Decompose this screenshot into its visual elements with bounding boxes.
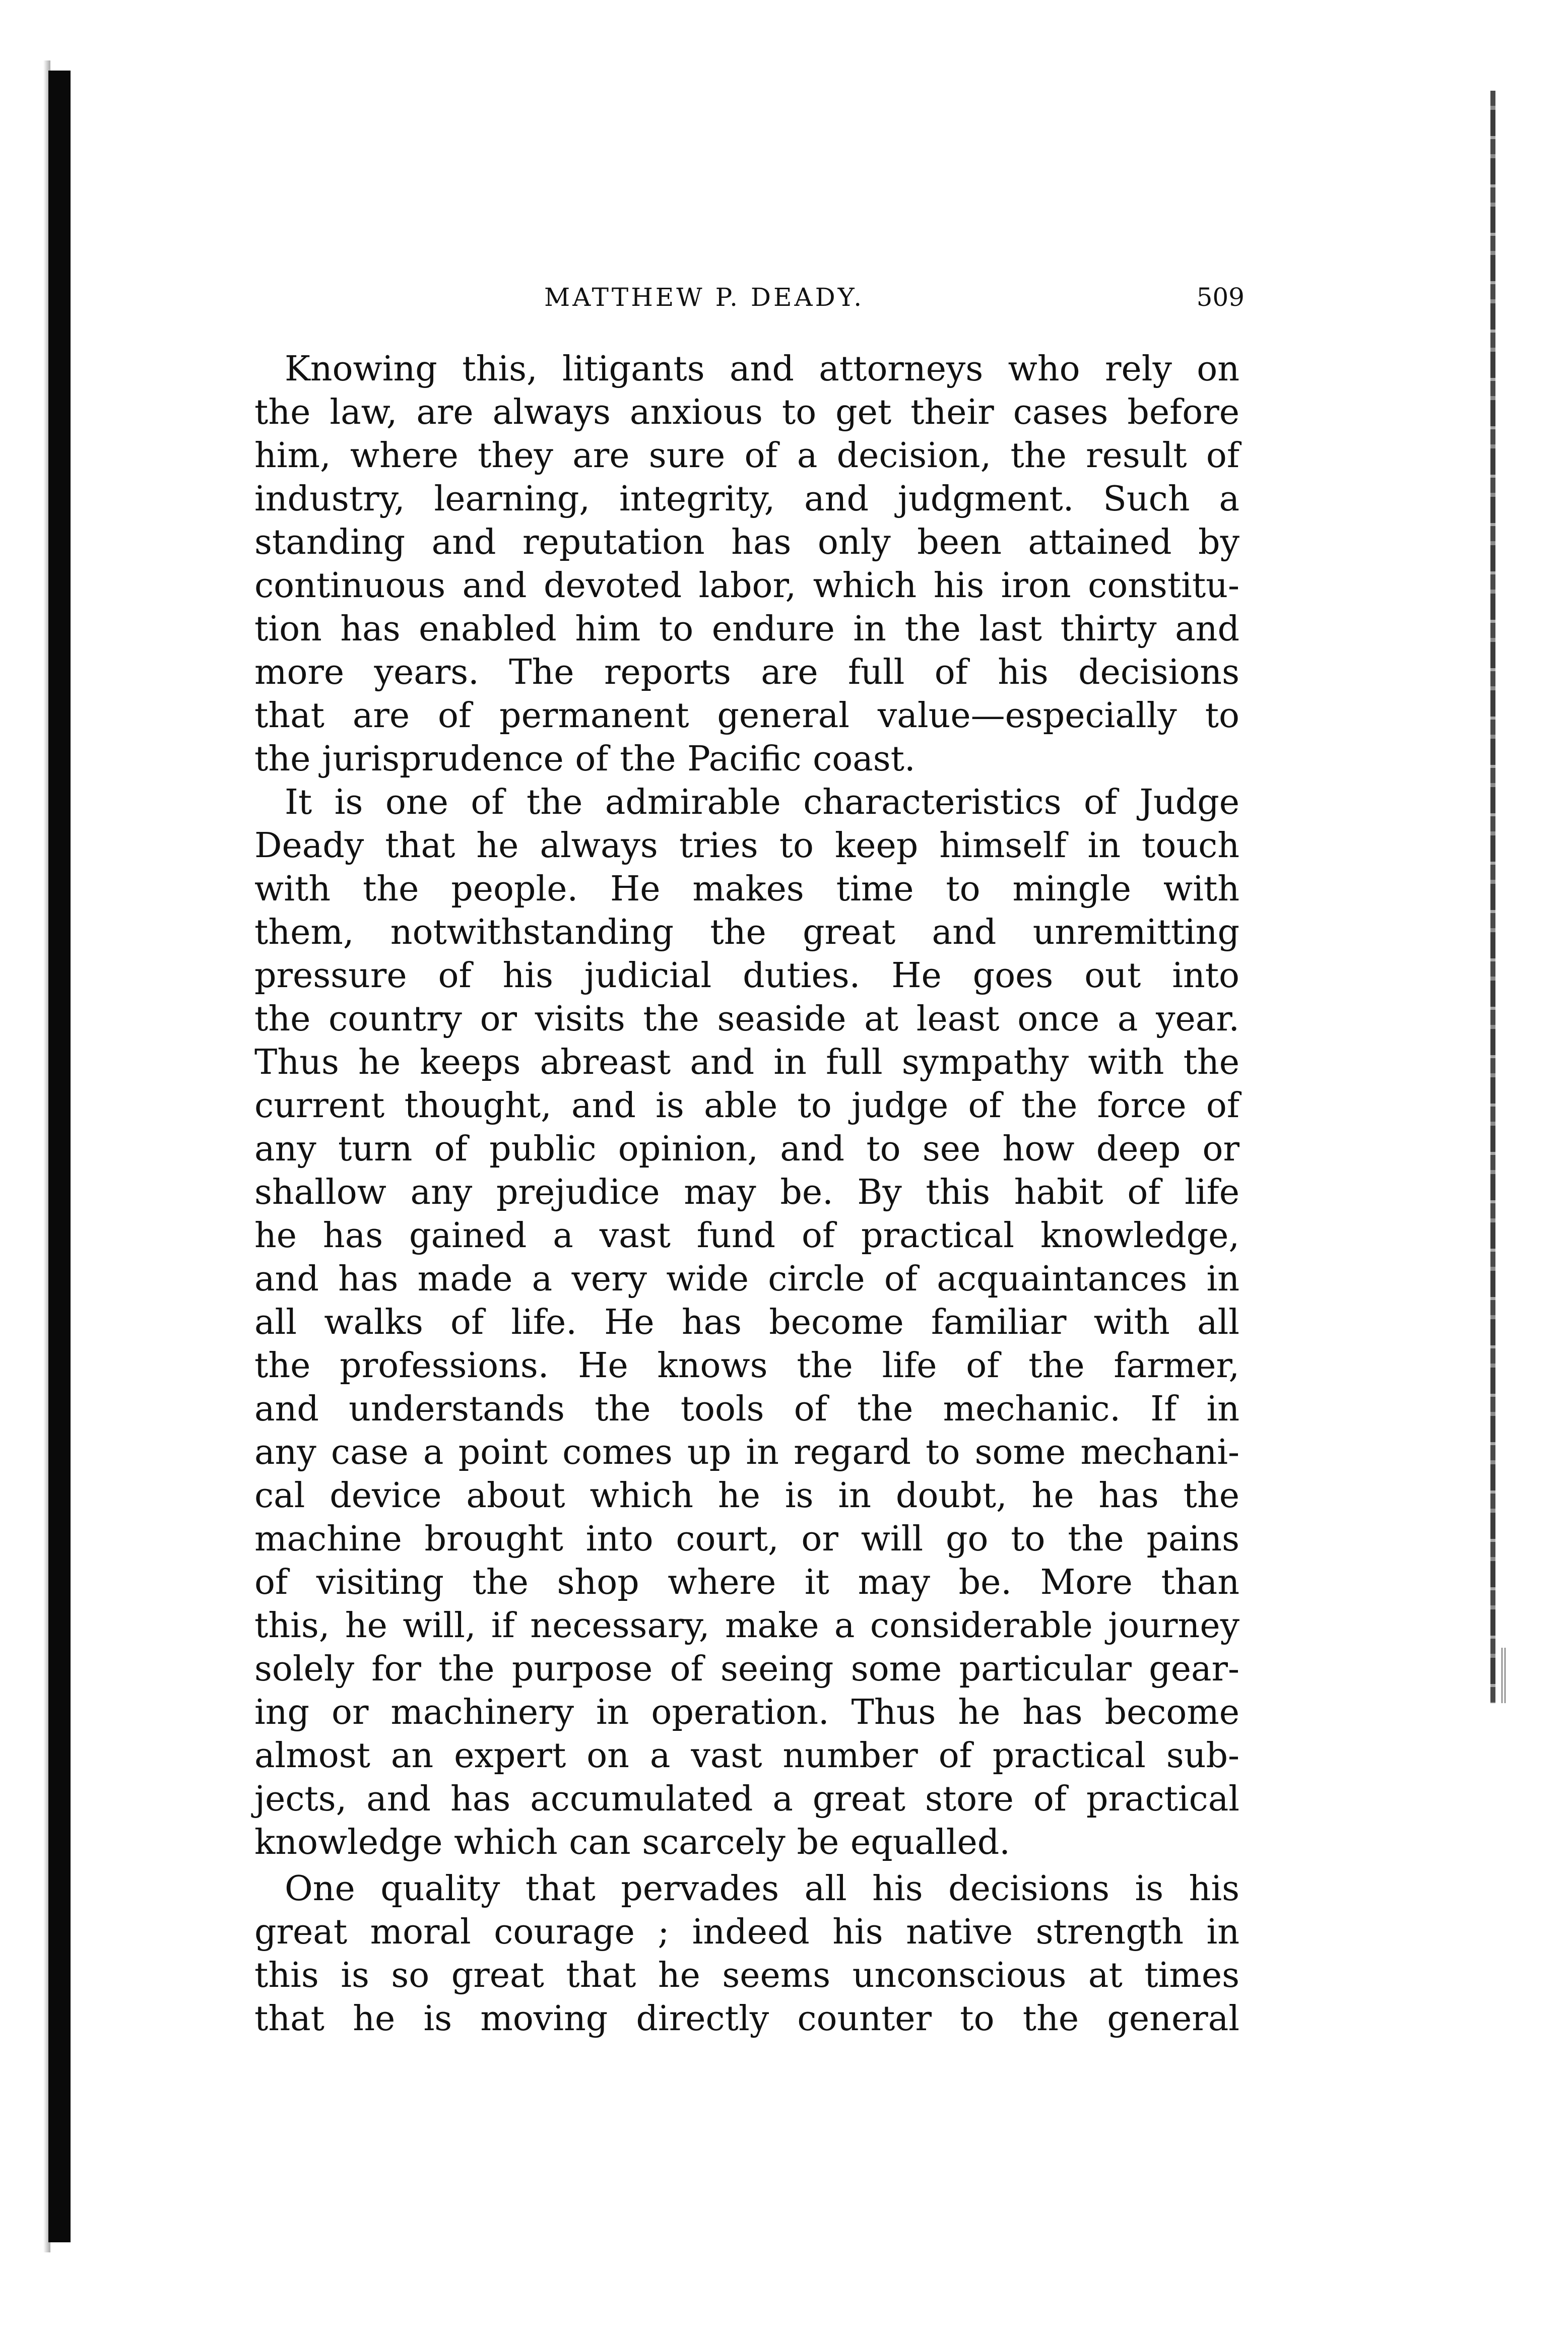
text-line: the country or visits the seaside at least once a year. xyxy=(254,999,1239,1039)
text-line: continuous and devoted labor, which his iron constitu- xyxy=(254,566,1239,606)
binding-edge xyxy=(48,71,71,2242)
paragraph-3 xyxy=(254,1867,1239,2041)
page-edge-ticks xyxy=(1501,1648,1508,1703)
text-line: of visiting the shop where it may be. More than xyxy=(254,1563,1239,1602)
text-line: he has gained a vast fund of practical knowledge, xyxy=(254,1216,1239,1256)
text-line: the law, are always anxious to get their cases before xyxy=(254,393,1239,432)
text-line: this, he will, if necessary, make a considerable journey xyxy=(254,1606,1239,1646)
text-line: and has made a very wide circle of acquaintances in xyxy=(254,1259,1239,1299)
text-line: all walks of life. He has become familiar with all xyxy=(254,1303,1239,1342)
text-line: cal device about which he is in doubt, he has the xyxy=(254,1476,1239,1516)
text-line: more years. The reports are full of his decisions xyxy=(254,653,1239,692)
text-line: them, notwithstanding the great and unremitting xyxy=(254,913,1239,952)
text-line: machine brought into court, or will go to the pains xyxy=(254,1519,1239,1559)
text-line: any turn of public opinion, and to see how deep or xyxy=(254,1129,1239,1169)
text-line: industry, learning, integrity, and judgment. Such a xyxy=(254,479,1239,519)
page-edge-marks xyxy=(1490,91,1495,1703)
paragraph-1 xyxy=(254,348,1239,781)
text-line: standing and reputation has only been attained by xyxy=(254,523,1239,562)
text-line: Deady that he always tries to keep himself in touch xyxy=(254,826,1239,866)
text-line: tion has enabled him to endure in the last thirty and xyxy=(254,609,1239,649)
page-header xyxy=(262,275,1245,320)
text-line: Knowing this, litigants and attorneys who rely on xyxy=(285,349,1239,389)
text-line: that he is moving directly counter to the general xyxy=(254,1999,1239,2039)
text-line: him, where they are sure of a decision, the result of xyxy=(254,436,1239,476)
text-line: and understands the tools of the mechanic. If in xyxy=(254,1389,1239,1429)
text-line: any case a point comes up in regard to some mechani- xyxy=(254,1433,1239,1472)
paragraph-2 xyxy=(254,781,1239,1864)
text-line: jects, and has accumulated a great store of practical xyxy=(254,1779,1239,1819)
text-line: this is so great that he seems unconscious at times xyxy=(254,1956,1239,1995)
text-line: Thus he keeps abreast and in full sympathy with the xyxy=(254,1043,1239,1082)
text-line: pressure of his judicial duties. He goes out into xyxy=(254,956,1239,996)
text-line: the professions. He knows the life of the farmer, xyxy=(254,1346,1239,1386)
text-line: that are of permanent general value—especially to xyxy=(254,696,1239,736)
body-text xyxy=(254,348,1239,2041)
text-line: almost an expert on a vast number of practical sub- xyxy=(254,1736,1239,1776)
text-line: solely for the purpose of seeing some particular gear- xyxy=(254,1649,1239,1689)
text-line: knowledge which can scarcely be equalled. xyxy=(254,1823,1010,1862)
text-line: with the people. He makes time to mingle with xyxy=(254,869,1239,909)
text-line: shallow any prejudice may be. By this habit of life xyxy=(254,1173,1239,1212)
running-head: MATTHEW P. DEADY. xyxy=(544,283,865,312)
text-line: current thought, and is able to judge of the force of xyxy=(254,1086,1239,1126)
text-line: the jurisprudence of the Pacific coast. xyxy=(254,739,916,779)
text-line: great moral courage ; indeed his native strength in xyxy=(254,1912,1239,1952)
page-number: 509 xyxy=(1196,283,1245,312)
text-line: ing or machinery in operation. Thus he has become xyxy=(254,1693,1239,1732)
text-line: It is one of the admirable characteristics of Judge xyxy=(285,783,1239,822)
text-line: One quality that pervades all his decisions is his xyxy=(285,1869,1239,1909)
